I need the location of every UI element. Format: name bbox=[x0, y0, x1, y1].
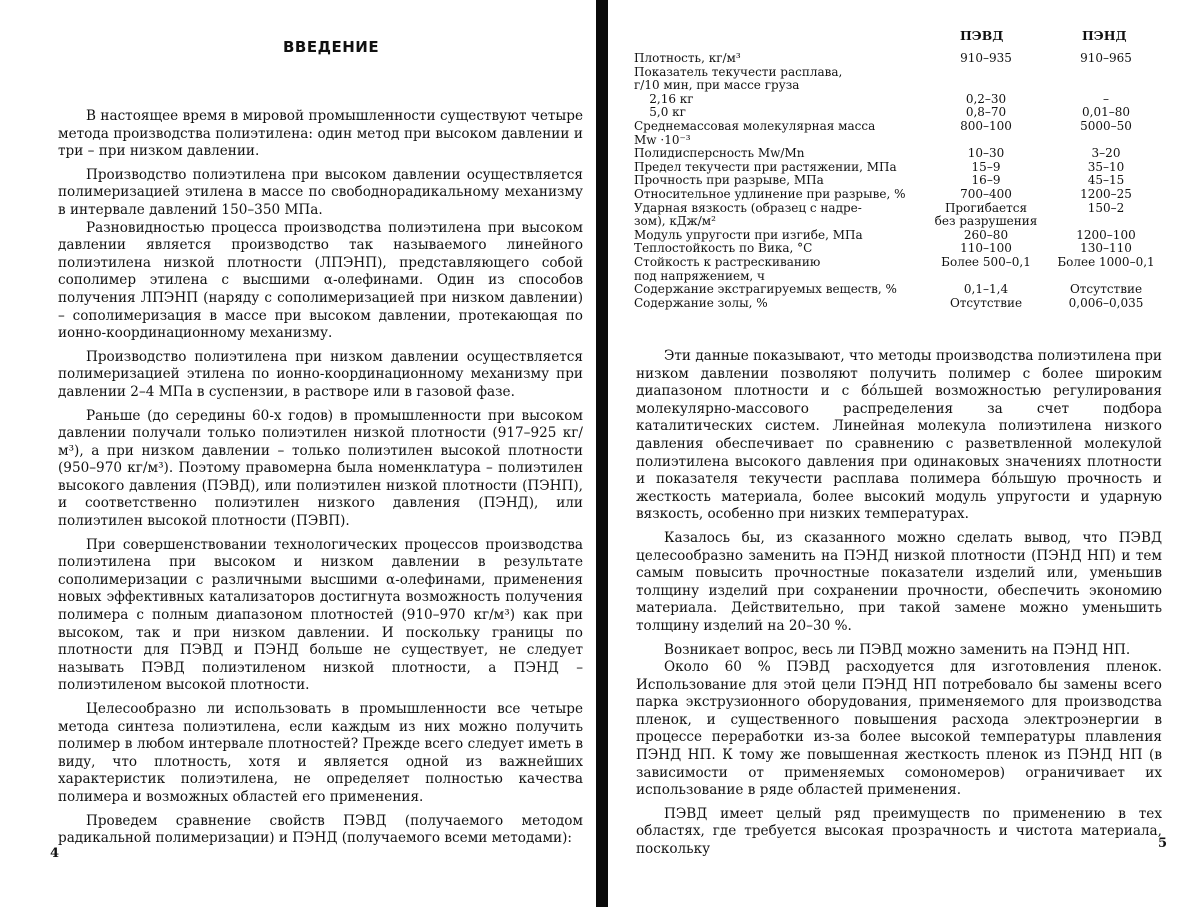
table-row bbox=[634, 66, 1166, 80]
book-spine bbox=[596, 0, 608, 907]
pevd-value: 15–9 bbox=[971, 159, 1001, 174]
pend-value bbox=[1046, 79, 1166, 93]
pend-value: 150–2 bbox=[1087, 200, 1125, 215]
paragraph: Производство полиэтилена при низком давлении осуществляется полимеризацией этилена по ионно-координационному механизму при давлении 2–4 МПа в суспензии, в растворе или в газовой фазе. bbox=[58, 348, 583, 400]
property-label: зом), кДж/м² bbox=[634, 214, 716, 229]
pend-value: 5000–50 bbox=[1080, 118, 1132, 133]
property-label: 5,0 кг bbox=[634, 105, 686, 120]
property-label: 2,16 кг bbox=[634, 91, 694, 106]
pevd-value: 16–9 bbox=[971, 173, 1001, 188]
paragraph: Около 60 % ПЭВД расходуется для изготовления пленок. Использование для этой цели ПЭНД НП потребовало бы замены всего парка экструзионного оборудования, применяемого для производства пленок, и существенного повышения расхода электроэнергии в процессе переработки из-за более высокой температуры плавления ПЭНД НП. К тому же повышенная жесткость пленок из ПЭНД НП (в зависимости от применяемых сомономеров) ограничивает их использование в ряде областей применения. bbox=[636, 659, 1162, 799]
page-number: 4 bbox=[50, 846, 60, 861]
pevd-value bbox=[926, 270, 1046, 284]
pevd-value: Более 500–0,1 bbox=[941, 254, 1031, 269]
pend-value: 45–15 bbox=[1087, 173, 1125, 188]
pend-value: Более 1000–0,1 bbox=[1057, 254, 1155, 269]
pevd-value: 0,8–70 bbox=[965, 105, 1007, 120]
property-label: Полидисперсность Mw/Mn bbox=[634, 146, 805, 161]
pend-value: Отсутствие bbox=[1069, 282, 1143, 297]
paragraph: Раньше (до середины 60-х годов) в промышленности при высоком давлении получали только полиэтилен низкой плотности (917–925 кг/м³), а при низком давлении – только полиэтилен высокой плотности (950–970 кг/м³). Поэтому правомерна была номенклатура – полиэтилен высокого давления (ПЭВД), или полиэтилен низкой плотности (ПЭНП), и соответственно полиэтилен низкого давления (ПЭНД), или полиэтилен высокой плотности (ПЭВП). bbox=[58, 407, 583, 530]
left-page bbox=[0, 0, 596, 907]
pend-value: 0,006–0,035 bbox=[1068, 295, 1144, 310]
paragraph: При совершенствовании технологических процессов производства полиэтилена при высоком и низком давлении в результате сополимеризации с различными высшими α-олефинами, применения новых эффективных катализаторов достигнута возможность получения полимера с полным диапазоном плотностей (910–970 кг/м³) как при высоком, так и при низком давлении. И поскольку границы по плотности для ПЭВД и ПЭНД больше не существует, не следует называть ПЭВД полиэтиленом низкой плотности, а ПЭНД – полиэтиленом высокой плотности. bbox=[58, 536, 583, 694]
pevd-value: 260–80 bbox=[963, 227, 1009, 242]
table-row bbox=[634, 79, 1166, 93]
table-row bbox=[634, 161, 1166, 175]
property-label: под напряжением, ч bbox=[634, 268, 765, 283]
table-row bbox=[634, 229, 1166, 243]
pend-value: 0,01–80 bbox=[1082, 105, 1130, 120]
pevd-value bbox=[926, 66, 1046, 80]
properties-table bbox=[634, 28, 1166, 310]
page-heading: ВВЕДЕНИЕ bbox=[283, 38, 380, 56]
pend-value bbox=[1046, 66, 1166, 80]
table-row bbox=[634, 242, 1166, 256]
table-row bbox=[634, 297, 1166, 311]
property-label: Теплостойкость по Вика, °С bbox=[634, 241, 813, 256]
table-row bbox=[634, 202, 1166, 216]
pevd-value: 10–30 bbox=[967, 146, 1005, 161]
pend-value bbox=[1046, 270, 1166, 284]
paragraph: Проведем сравнение свойств ПЭВД (получаемого методом радикальной полимеризации) и ПЭНД (получаемого всеми методами): bbox=[58, 812, 583, 847]
property-label: г/10 мин, при массе груза bbox=[634, 78, 800, 93]
paragraph: ПЭВД имеет целый ряд преимуществ по применению в тех областях, где требуется высокая прозрачность и чистота материала, поскольку bbox=[636, 805, 1162, 858]
property-label: Плотность, кг/м³ bbox=[634, 51, 741, 65]
property-label: Прочность при разрыве, МПа bbox=[634, 173, 824, 188]
pend-value: 35–10 bbox=[1087, 159, 1125, 174]
pevd-value bbox=[926, 134, 1046, 148]
paragraph: Эти данные показывают, что методы производства полиэтилена при низком давлении позволяют получить полимер с более широким диапазоном плотности и с бóльшей возможностью регулирования молекулярно-массового распределения за счет подбора каталитических систем. Линейная молекула полиэтилена низкого давления обеспечивает по сравнению с разветвленной молекулой полиэтилена высокого давления при одинаковых значениях плотности и показателя текучести расплава полимера бóльшую прочность и жесткость материала, более высокий модуль упругости и ударную вязкость, особенно при низких температурах. bbox=[636, 348, 1162, 523]
paragraph: Целесообразно ли использовать в промышленности все четыре метода синтеза полиэтилена, если каждым из них можно получить полимер в любом интервале плотностей? Прежде всего следует иметь в виду, что плотность, хотя и является одной из важнейших характеристик полиэтилена, не определяет полностью качества полимера и возможных областей его применения. bbox=[58, 701, 583, 805]
property-label: Показатель текучести расплава, bbox=[634, 64, 843, 79]
pend-value bbox=[1046, 134, 1166, 148]
pevd-value: 800–100 bbox=[960, 118, 1012, 133]
table-row bbox=[634, 215, 1166, 229]
pevd-value: 910–935 bbox=[960, 51, 1012, 65]
table-row bbox=[634, 106, 1166, 120]
pevd-value bbox=[926, 79, 1046, 93]
table-row bbox=[634, 283, 1166, 297]
table-row bbox=[634, 270, 1166, 284]
property-label: Предел текучести при растяжении, МПа bbox=[634, 159, 897, 174]
table-rows bbox=[634, 52, 1166, 310]
pevd-value: Прогибается bbox=[944, 200, 1028, 215]
property-label: Стойкость к растрескиванию bbox=[634, 254, 821, 269]
pend-value: 910–965 bbox=[1080, 51, 1132, 65]
pevd-value: без разрушения bbox=[934, 214, 1038, 229]
property-label: Среднемассовая молекулярная масса bbox=[634, 118, 876, 133]
pend-value bbox=[1046, 215, 1166, 229]
table-row bbox=[634, 147, 1166, 161]
table-row bbox=[634, 174, 1166, 188]
paragraph: Возникает вопрос, весь ли ПЭВД можно заменить на ПЭНД НП. bbox=[664, 641, 1131, 658]
pevd-value: 110–100 bbox=[960, 241, 1012, 256]
paragraph: В настоящее время в мировой промышленности существуют четыре метода производства полиэтилена: один метод при высоком давлении и три – при низком давлении. bbox=[58, 108, 583, 160]
property-label: Модуль упругости при изгибе, МПа bbox=[634, 227, 863, 242]
left-body-text bbox=[58, 108, 583, 848]
pend-value: 3–20 bbox=[1091, 146, 1121, 161]
pevd-value: 0,2–30 bbox=[965, 91, 1007, 106]
table-row bbox=[634, 93, 1166, 107]
property-label: Содержание золы, % bbox=[634, 295, 768, 310]
table-row bbox=[634, 52, 1166, 66]
table-row bbox=[634, 120, 1166, 134]
page-number: 5 bbox=[1158, 836, 1168, 851]
column-header-pevd: ПЭВД bbox=[960, 28, 1004, 43]
right-body-text bbox=[636, 348, 1162, 859]
pevd-value: 0,1–1,4 bbox=[963, 282, 1009, 297]
table-row bbox=[634, 188, 1166, 202]
property-label: Mw ·10⁻³ bbox=[634, 132, 691, 147]
table-header bbox=[634, 28, 1166, 52]
pevd-value: Отсутствие bbox=[949, 295, 1023, 310]
table-row bbox=[634, 256, 1166, 270]
property-label: Содержание экстрагируемых веществ, % bbox=[634, 282, 897, 297]
paragraph: Производство полиэтилена при высоком давлении осуществляется полимеризацией этилена в массе по свободнорадикальному механизму в интервале давлений 150–350 МПа. bbox=[58, 166, 583, 218]
table-row bbox=[634, 134, 1166, 148]
pend-value: 1200–100 bbox=[1076, 227, 1136, 242]
column-header-pend: ПЭНД bbox=[1082, 28, 1127, 43]
pend-value: 1200–25 bbox=[1080, 186, 1132, 201]
pevd-value: 700–400 bbox=[960, 186, 1012, 201]
paragraph: Разновидностью процесса производства полиэтилена при высоком давлении является производство так называемого линейного полиэтилена низкой плотности (ЛПЭНП), представляющего собой сополимер этилена с высшими α-олефинами. Один из способов получения ЛПЭНП (наряду с сополимеризацией при низком давлении) – сополимеризация в массе при высоком давлении, протекающая по ионно-координационному механизму. bbox=[58, 219, 583, 342]
pend-value: 130–110 bbox=[1080, 241, 1132, 256]
property-label: Ударная вязкость (образец с надре- bbox=[634, 200, 862, 215]
right-page bbox=[608, 0, 1200, 907]
paragraph: Казалось бы, из сказанного можно сделать вывод, что ПЭВД целесообразно заменить на ПЭНД низкой плотности (ПЭНД НП) и тем самым повысить прочностные показатели изделий или, уменьшив толщину изделий при сохранении прочности, обеспечить экономию материала. Действительно, при такой замене можно уменьшить толщину изделий на 20–30 %. bbox=[636, 529, 1162, 634]
property-label: Относительное удлинение при разрыве, % bbox=[634, 186, 906, 201]
pend-value: – bbox=[1103, 91, 1109, 106]
